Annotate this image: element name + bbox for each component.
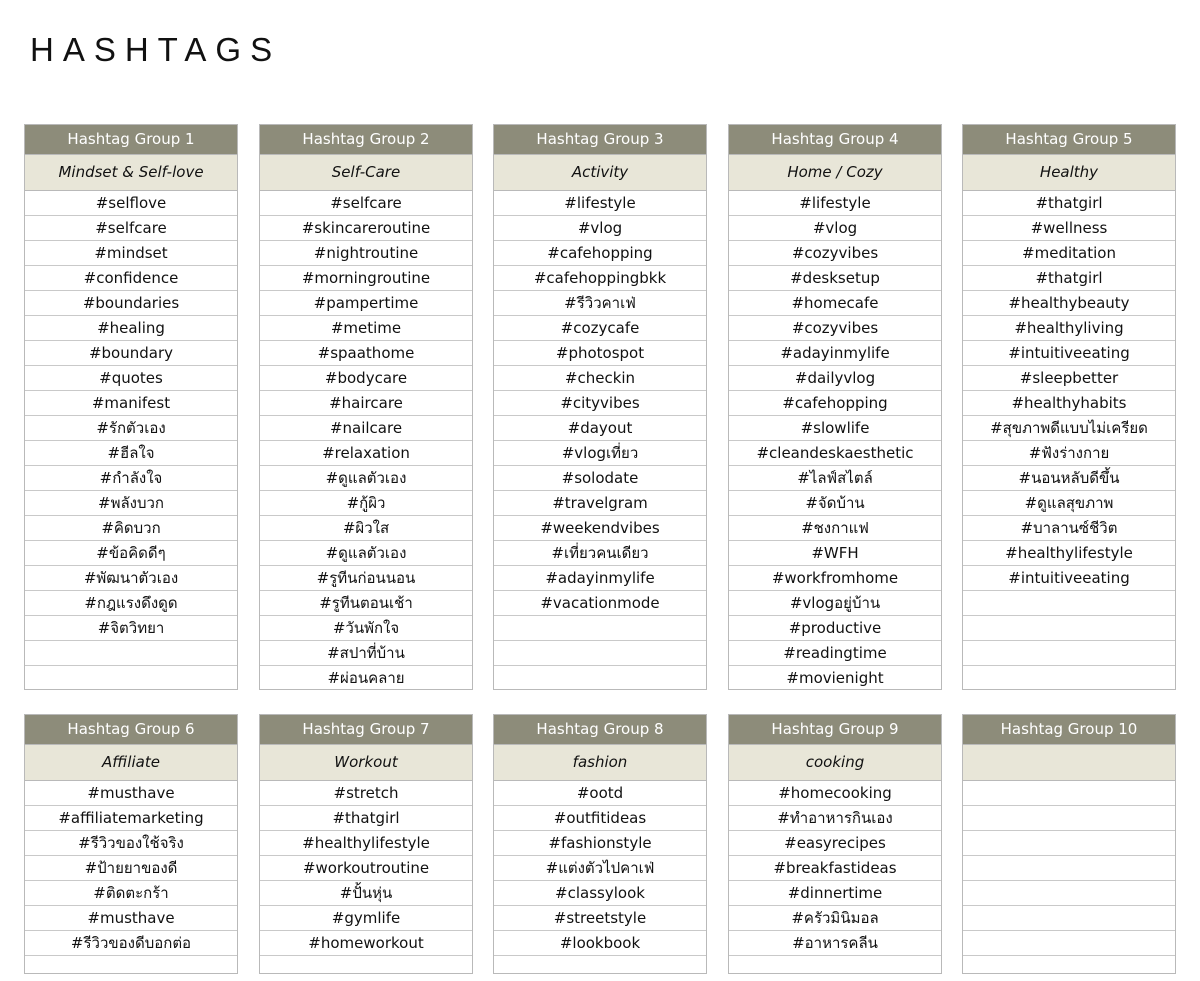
hashtag-cell[interactable] xyxy=(963,956,1175,981)
hashtag-cell[interactable]: #ดูแลสุขภาพ xyxy=(963,491,1175,516)
hashtag-cell[interactable]: #intuitiveeating xyxy=(963,566,1175,591)
hashtag-cell[interactable]: #ปั้นหุ่น xyxy=(260,881,472,906)
hashtag-cell[interactable]: #คิดบวก xyxy=(25,516,237,541)
hashtag-list xyxy=(963,781,1175,981)
group-title: Hashtag Group 9 xyxy=(729,715,941,745)
hashtag-cell[interactable]: #vlog xyxy=(729,216,941,241)
hashtag-cell[interactable]: #ติดตะกร้า xyxy=(25,881,237,906)
hashtag-group-9 xyxy=(728,714,942,974)
hashtag-cell[interactable]: #dinnertime xyxy=(729,881,941,906)
hashtag-cell[interactable] xyxy=(963,781,1175,806)
hashtag-cell[interactable]: #vacationmode xyxy=(494,591,706,616)
hashtag-group-8 xyxy=(493,714,707,974)
hashtag-cell[interactable] xyxy=(963,616,1175,641)
hashtag-cell[interactable]: #nightroutine xyxy=(260,241,472,266)
hashtag-cell[interactable]: #cityvibes xyxy=(494,391,706,416)
hashtag-group-4 xyxy=(728,124,942,690)
hashtag-cell[interactable]: #easyrecipes xyxy=(729,831,941,856)
group-category[interactable]: Healthy xyxy=(963,155,1175,191)
hashtag-list xyxy=(963,191,1175,691)
hashtag-cell[interactable]: #adayinmylife xyxy=(494,566,706,591)
hashtag-list xyxy=(729,781,941,981)
hashtag-cell[interactable]: #วันพักใจ xyxy=(260,616,472,641)
group-category[interactable]: Self-Care xyxy=(260,155,472,191)
group-title: Hashtag Group 8 xyxy=(494,715,706,745)
hashtag-cell[interactable]: #checkin xyxy=(494,366,706,391)
hashtag-cell[interactable]: #ดูแลตัวเอง xyxy=(260,541,472,566)
hashtag-cell[interactable]: #พลังบวก xyxy=(25,491,237,516)
hashtag-list xyxy=(25,781,237,981)
hashtag-cell[interactable]: #relaxation xyxy=(260,441,472,466)
hashtag-cell[interactable]: #ข้อคิดดีๆ xyxy=(25,541,237,566)
hashtag-cell[interactable]: #morningroutine xyxy=(260,266,472,291)
hashtag-cell[interactable]: #stretch xyxy=(260,781,472,806)
group-category[interactable]: Home / Cozy xyxy=(729,155,941,191)
group-title: Hashtag Group 7 xyxy=(260,715,472,745)
hashtag-group-5 xyxy=(962,124,1176,690)
hashtag-cell[interactable] xyxy=(729,956,941,981)
hashtag-cell[interactable]: #fashionstyle xyxy=(494,831,706,856)
group-category[interactable]: fashion xyxy=(494,745,706,781)
hashtag-cell[interactable]: #กฎแรงดึงดูด xyxy=(25,591,237,616)
hashtag-cell[interactable]: #homecooking xyxy=(729,781,941,806)
hashtag-cell[interactable]: #healthyhabits xyxy=(963,391,1175,416)
hashtag-cell[interactable]: #manifest xyxy=(25,391,237,416)
hashtag-cell[interactable] xyxy=(260,956,472,981)
hashtag-cell[interactable]: #homeworkout xyxy=(260,931,472,956)
hashtag-cell[interactable]: #quotes xyxy=(25,366,237,391)
hashtag-cell[interactable]: #mindset xyxy=(25,241,237,266)
hashtag-cell[interactable]: #ผิวใส xyxy=(260,516,472,541)
hashtag-cell[interactable]: #musthave xyxy=(25,781,237,806)
hashtag-cell[interactable]: #รูทีนตอนเช้า xyxy=(260,591,472,616)
hashtag-cell[interactable]: #healthylifestyle xyxy=(963,541,1175,566)
hashtag-cell[interactable]: #lifestyle xyxy=(494,191,706,216)
hashtag-cell[interactable]: #selfcare xyxy=(260,191,472,216)
hashtag-cell[interactable]: #กู้ผิว xyxy=(260,491,472,516)
hashtag-cell[interactable]: #haircare xyxy=(260,391,472,416)
hashtag-cell[interactable]: #metime xyxy=(260,316,472,341)
hashtag-list xyxy=(260,191,472,691)
hashtag-cell[interactable]: #wellness xyxy=(963,216,1175,241)
hashtag-cell[interactable] xyxy=(25,666,237,691)
hashtag-group-10 xyxy=(962,714,1176,974)
hashtag-list xyxy=(25,191,237,691)
hashtag-cell[interactable]: #ชงกาแฟ xyxy=(729,516,941,541)
hashtag-cell[interactable]: #cafehopping xyxy=(494,241,706,266)
hashtag-cell[interactable]: #healthybeauty xyxy=(963,291,1175,316)
hashtag-cell[interactable]: #homecafe xyxy=(729,291,941,316)
hashtag-cell[interactable]: #sleepbetter xyxy=(963,366,1175,391)
hashtag-cell[interactable]: #WFH xyxy=(729,541,941,566)
hashtag-cell[interactable]: #selflove xyxy=(25,191,237,216)
hashtag-cell[interactable]: #thatgirl xyxy=(963,191,1175,216)
hashtag-cell[interactable]: #พัฒนาตัวเอง xyxy=(25,566,237,591)
hashtag-cell[interactable]: #ครัวมินิมอล xyxy=(729,906,941,931)
hashtag-cell[interactable]: #cozyvibes xyxy=(729,241,941,266)
group-title: Hashtag Group 6 xyxy=(25,715,237,745)
hashtag-cell[interactable]: #skincareroutine xyxy=(260,216,472,241)
hashtag-cell[interactable]: #รีวิวของใช้จริง xyxy=(25,831,237,856)
hashtag-cell[interactable]: #adayinmylife xyxy=(729,341,941,366)
hashtag-cell[interactable]: #spaathome xyxy=(260,341,472,366)
hashtag-cell[interactable]: #vlogอยู่บ้าน xyxy=(729,591,941,616)
group-title: Hashtag Group 5 xyxy=(963,125,1175,155)
hashtag-cell[interactable]: #dailyvlog xyxy=(729,366,941,391)
hashtag-cell[interactable]: #สุขภาพดีแบบไม่เครียด xyxy=(963,416,1175,441)
hashtag-cell[interactable]: #ฮีลใจ xyxy=(25,441,237,466)
hashtag-cell[interactable]: #bodycare xyxy=(260,366,472,391)
hashtag-cell[interactable]: #slowlife xyxy=(729,416,941,441)
hashtag-cell[interactable]: #readingtime xyxy=(729,641,941,666)
hashtag-cell[interactable]: #ไลฟ์สไตล์ xyxy=(729,466,941,491)
hashtag-cell[interactable]: #cafehopping xyxy=(729,391,941,416)
hashtag-cell[interactable]: #thatgirl xyxy=(260,806,472,831)
hashtag-cell[interactable]: #boundaries xyxy=(25,291,237,316)
hashtag-cell[interactable]: #ฟังร่างกาย xyxy=(963,441,1175,466)
hashtag-cell[interactable] xyxy=(963,856,1175,881)
hashtag-cell[interactable]: #desksetup xyxy=(729,266,941,291)
hashtag-cell[interactable]: #photospot xyxy=(494,341,706,366)
hashtag-cell[interactable]: #บาลานซ์ชีวิต xyxy=(963,516,1175,541)
group-category[interactable]: Affiliate xyxy=(25,745,237,781)
hashtag-cell[interactable]: #จัดบ้าน xyxy=(729,491,941,516)
hashtag-cell[interactable]: #เที่ยวคนเดียว xyxy=(494,541,706,566)
hashtag-cell[interactable] xyxy=(963,881,1175,906)
group-category[interactable]: cooking xyxy=(729,745,941,781)
hashtag-cell[interactable]: #healthylifestyle xyxy=(260,831,472,856)
hashtag-cell[interactable]: #boundary xyxy=(25,341,237,366)
hashtag-group-1 xyxy=(24,124,238,690)
hashtag-cell[interactable]: #classylook xyxy=(494,881,706,906)
hashtag-cell[interactable]: #ootd xyxy=(494,781,706,806)
group-category[interactable] xyxy=(963,745,1175,781)
group-title: Hashtag Group 3 xyxy=(494,125,706,155)
hashtag-cell[interactable]: #แต่งตัวไปคาเฟ่ xyxy=(494,856,706,881)
hashtag-cell[interactable]: #thatgirl xyxy=(963,266,1175,291)
hashtag-cell[interactable]: #นอนหลับดีขึ้น xyxy=(963,466,1175,491)
hashtag-cell[interactable]: #affiliatemarketing xyxy=(25,806,237,831)
hashtag-cell[interactable] xyxy=(494,956,706,981)
hashtag-cell[interactable] xyxy=(963,831,1175,856)
hashtag-cell[interactable]: #จิตวิทยา xyxy=(25,616,237,641)
hashtag-cell[interactable]: #ดูแลตัวเอง xyxy=(260,466,472,491)
hashtag-group-3 xyxy=(493,124,707,690)
hashtag-cell[interactable]: #intuitiveeating xyxy=(963,341,1175,366)
hashtag-group-6 xyxy=(24,714,238,974)
hashtag-cell[interactable] xyxy=(963,641,1175,666)
hashtag-cell[interactable]: #ผ่อนคลาย xyxy=(327,669,405,687)
hashtag-cell[interactable]: #meditation xyxy=(963,241,1175,266)
hashtag-cell[interactable]: #รีวิวคาเฟ่ xyxy=(494,291,706,316)
group-title: Hashtag Group 1 xyxy=(25,125,237,155)
hashtag-group-7 xyxy=(259,714,473,974)
hashtag-cell[interactable]: #lifestyle xyxy=(729,191,941,216)
hashtag-cell[interactable]: #musthave xyxy=(25,906,237,931)
hashtag-cell[interactable]: #cafehoppingbkk xyxy=(494,266,706,291)
group-title: Hashtag Group 2 xyxy=(260,125,472,155)
hashtag-cell[interactable]: #confidence xyxy=(25,266,237,291)
hashtag-cell[interactable]: #workoutroutine xyxy=(260,856,472,881)
hashtag-cell[interactable]: #streetstyle xyxy=(494,906,706,931)
hashtag-cell[interactable]: #vlog xyxy=(494,216,706,241)
hashtag-cell[interactable] xyxy=(25,956,237,981)
hashtag-cell[interactable] xyxy=(963,666,1175,691)
hashtag-cell[interactable]: #สปาที่บ้าน xyxy=(260,641,472,666)
hashtag-cell[interactable]: #weekendvibes xyxy=(494,516,706,541)
hashtag-cell[interactable]: #outfitideas xyxy=(494,806,706,831)
hashtag-list xyxy=(260,781,472,981)
hashtag-cell[interactable]: #workfromhome xyxy=(729,566,941,591)
hashtag-cell[interactable]: #ป้ายยาของดี xyxy=(25,856,237,881)
group-category[interactable]: Mindset & Self-love xyxy=(25,155,237,191)
page-title: HASHTAGS xyxy=(30,31,282,68)
group-title: Hashtag Group 4 xyxy=(729,125,941,155)
hashtag-cell[interactable] xyxy=(963,906,1175,931)
hashtag-cell[interactable]: #healthyliving xyxy=(963,316,1175,341)
hashtag-cell[interactable]: #pampertime xyxy=(260,291,472,316)
hashtag-cell[interactable]: #healing xyxy=(25,316,237,341)
hashtag-cell[interactable]: #travelgram xyxy=(494,491,706,516)
group-category[interactable]: Workout xyxy=(260,745,472,781)
hashtag-cell[interactable] xyxy=(494,641,706,666)
hashtag-cell[interactable]: #dayout xyxy=(494,416,706,441)
hashtag-cell[interactable] xyxy=(963,806,1175,831)
hashtag-group-2 xyxy=(259,124,473,690)
hashtag-cell[interactable]: #รักตัวเอง xyxy=(25,416,237,441)
hashtag-cell[interactable]: #solodate xyxy=(494,466,706,491)
hashtag-cell[interactable]: #breakfastideas xyxy=(729,856,941,881)
hashtag-cell[interactable] xyxy=(494,616,706,641)
hashtag-cell[interactable]: #รูทีนก่อนนอน xyxy=(260,566,472,591)
hashtag-cell[interactable]: #movienight xyxy=(786,669,884,687)
hashtag-cell[interactable]: #vlogเที่ยว xyxy=(494,441,706,466)
hashtag-cell[interactable]: #รีวิวของดีบอกต่อ xyxy=(25,931,237,956)
hashtag-cell[interactable]: #gymlife xyxy=(260,906,472,931)
hashtag-list xyxy=(494,781,706,981)
hashtag-cell[interactable]: #กำลังใจ xyxy=(25,466,237,491)
hashtag-cell[interactable]: #cozycafe xyxy=(494,316,706,341)
hashtag-cell[interactable]: #อาหารคลีน xyxy=(729,931,941,956)
hashtag-cell[interactable] xyxy=(963,591,1175,616)
hashtag-cell[interactable]: #selfcare xyxy=(25,216,237,241)
group-title: Hashtag Group 10 xyxy=(963,715,1175,745)
hashtag-cell[interactable] xyxy=(25,641,237,666)
hashtag-cell[interactable]: #ทำอาหารกินเอง xyxy=(729,806,941,831)
hashtag-cell[interactable]: #nailcare xyxy=(260,416,472,441)
hashtag-cell[interactable] xyxy=(494,666,706,691)
group-category[interactable]: Activity xyxy=(494,155,706,191)
hashtag-cell[interactable]: #cleandeskaesthetic xyxy=(729,441,941,466)
hashtag-cell[interactable] xyxy=(963,931,1175,956)
hashtag-cell[interactable]: #lookbook xyxy=(494,931,706,956)
hashtag-list xyxy=(494,191,706,691)
hashtag-list xyxy=(729,191,941,691)
hashtag-cell[interactable]: #cozyvibes xyxy=(729,316,941,341)
hashtag-cell[interactable]: #productive xyxy=(729,616,941,641)
